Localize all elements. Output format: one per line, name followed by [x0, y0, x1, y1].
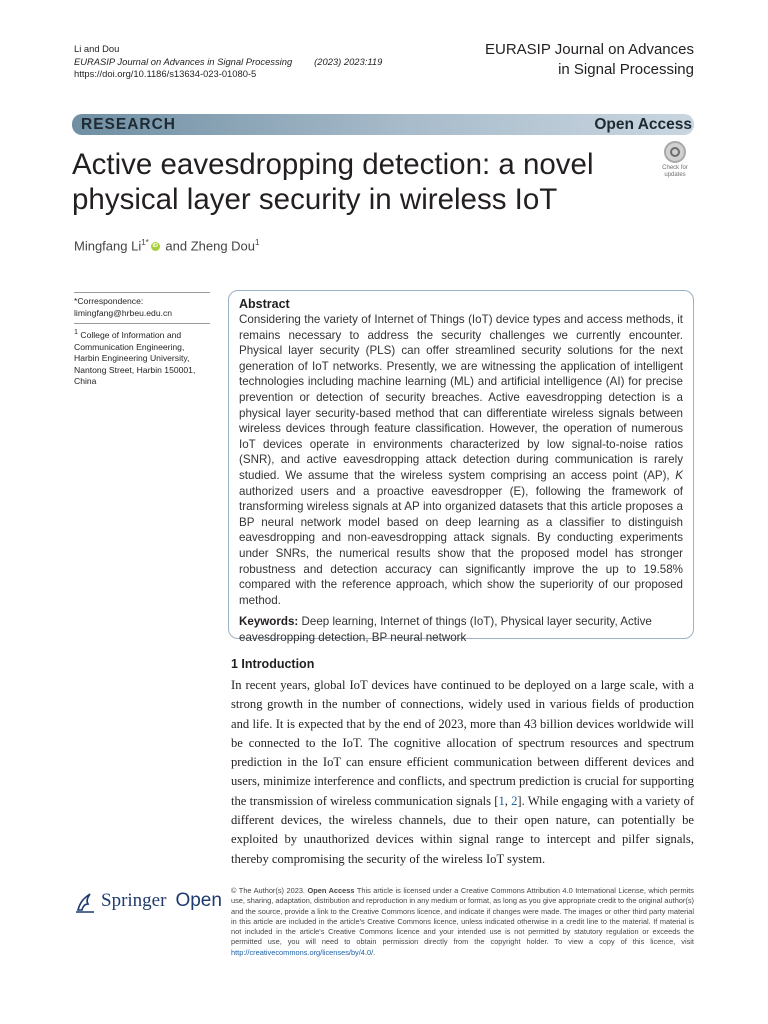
- citation-link[interactable]: 2: [511, 793, 518, 808]
- intro-text-part: ]. While engaging with a variety of different devices, the wireless channels, due to their open nature, can potentially be exploited by unauthorized devices within signal range to intercept and pilfer signals, thereby compromising the security of the wireless IoT system.: [231, 793, 695, 866]
- citation-sep: ,: [504, 793, 512, 808]
- intro-text-part: In recent years, global IoT devices have continued to be deployed on a large scale, with a strong growth in the number of connections, widely used in various fields of production and life. It is expected that by the end of 2023, more than 43 billion devices worldwide will be connected to the IoT. The cognitive allocation of spectrum resources and spectrum prediction in the IoT can ensure efficient communication between different devices and users, minimize interference and conflicts, and spectrum prediction is crucial for supporting the transmission of wireless communication signals [: [231, 678, 694, 808]
- citation-link[interactable]: 1: [498, 793, 505, 808]
- abstract-k: K: [675, 468, 683, 482]
- author-name[interactable]: and Zheng Dou: [161, 238, 256, 254]
- author-sup: 1: [255, 238, 260, 247]
- journal-name: [485, 40, 694, 79]
- affiliation-text: College of Information and Communication Engineering, Harbin Engineering University, Nantong Street, Harbin 150001, China: [74, 330, 196, 387]
- journal-ref: EURASIP Journal on Advances in Signal Processing: [74, 55, 293, 67]
- license-link[interactable]: http://creativecommons.org/licenses/by/4.0/: [231, 947, 374, 957]
- correspondence-email[interactable]: limingfang@hrbeu.edu.cn: [74, 307, 173, 318]
- section-heading: 1 Introduction: [231, 657, 315, 671]
- keywords-label: Keywords:: [239, 615, 299, 629]
- author-list: [74, 238, 259, 253]
- affiliation: [74, 327, 210, 388]
- journal-reference: [74, 56, 382, 69]
- springer-horse-icon: [74, 888, 96, 914]
- abstract-box: [228, 290, 694, 644]
- divider: [74, 292, 210, 293]
- abstract-text-part: Considering the variety of Internet of Things (IoT) device types and access methods, it remains necessary to address the security challenges we currently encounter. Physical layer security (PLS) can offer streamlined security solutions for the next generation of IoT networks. Presently, we are witnessing the application of intelligent technologies including machine learning (ML) and artificial intelligence (AI) for precise prevention or detection of security breaches. Active eavesdropping detection is a physical layer security-based method that can differentiate wireless signals between wireless devices through feature classification. However, the operation of numerous IoT devices operate in environments characterized by low signal-to-noise ratios (SNR), and active eavesdropping attack detection during communication is rarely studied. We assume that the wireless system comprising an access point (AP),: [239, 313, 683, 482]
- introduction-text: [231, 676, 694, 869]
- year-ref: (2023) 2023:119: [314, 55, 383, 67]
- divider: [74, 323, 210, 324]
- abstract-text-part: authorized users and a proactive eavesdropper (E), following the framework of transforming wireless signals at AP into organized datasets that this article proposes a BP neural network model based on deep learning as a classifier to distinguish eavesdropping and non-eavesdropping attack signals. By conducting experiments under SNRs, the numerical results show that the proposed model has stronger robustness and detection accuracy can significantly improve the up to 19.58% compared with the reference approach, which show the superiority of our proposed method.: [239, 484, 683, 607]
- keywords: [239, 614, 683, 645]
- keywords-text: Deep learning, Internet of things (IoT), Physical layer security, Active eavesdropping detection, BP neural network: [239, 615, 652, 644]
- correspondence-label: *Correspondence:: [74, 296, 144, 306]
- journal-name-line2: in Signal Processing: [558, 60, 694, 78]
- springer-open-logo: [74, 888, 222, 914]
- license-intro: © The Author(s) 2023.: [231, 886, 308, 895]
- abstract-text: [239, 312, 683, 608]
- license-text: This article is licensed under a Creative Commons Attribution 4.0 International License, which permits use, sharing, adaptation, distribution and reproduction in any medium or format, as long as you give appropriate credit to the original author(s) and the source, provide a link to the Creative Commons licence, and indicate if changes were made. The images or other third party material in this article are included in the article's Creative Commons licence, unless indicated otherwise in a credit line to the material. If material is not included in the article's Creative Commons licence and your intended use is not permitted by statutory regulation or exceeds the permitted use, you will need to obtain permission directly from the copyright holder. To view a copy of this licence, visit: [231, 886, 694, 947]
- check-for-updates-button[interactable]: [655, 141, 695, 178]
- license-notice: [231, 886, 694, 958]
- article-title: Active eavesdropping detection: a novel physical layer security in wireless IoT: [72, 148, 594, 216]
- author-sup: 1*: [141, 238, 149, 247]
- check-updates-icon: [664, 141, 686, 163]
- journal-name-line1: EURASIP Journal on Advances: [484, 41, 694, 58]
- correspondence: [74, 296, 210, 319]
- authors-short: Li and Dou: [74, 43, 120, 54]
- license-end: .: [373, 947, 376, 957]
- license-open-access: Open Access: [307, 886, 355, 895]
- running-header: [74, 43, 382, 81]
- springer-open: Open: [175, 890, 222, 911]
- author-name[interactable]: Mingfang Li: [74, 238, 142, 254]
- correspondence-column: [74, 292, 210, 388]
- abstract-heading: Abstract: [239, 297, 290, 311]
- orcid-icon[interactable]: iD: [152, 243, 159, 250]
- open-access-label: Open Access: [594, 116, 692, 133]
- springer-brand: Springer: [101, 890, 167, 911]
- affiliation-sup: 1: [74, 328, 78, 337]
- doi-link[interactable]: https://doi.org/10.1186/s13634-023-01080-5: [74, 68, 257, 79]
- article-type-label: RESEARCH: [81, 116, 176, 133]
- check-updates-text: Check for updates: [662, 165, 688, 178]
